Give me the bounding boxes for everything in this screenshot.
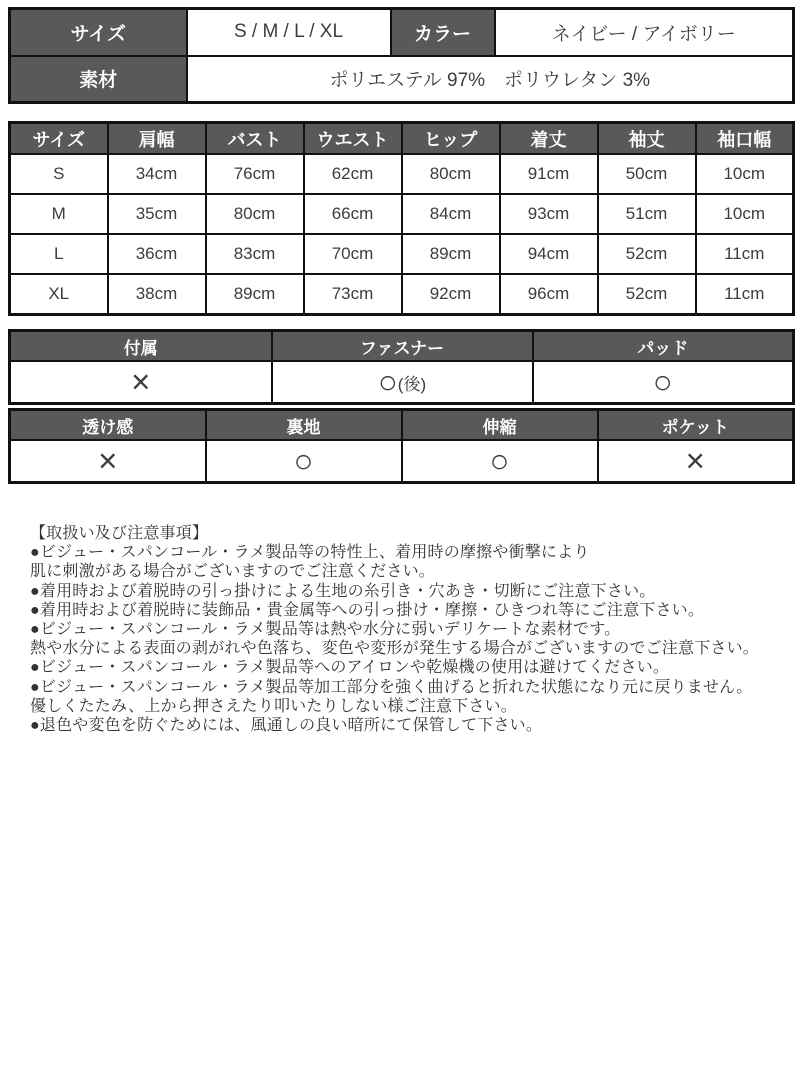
circle-symbol: ○	[489, 442, 510, 479]
note-line: ●ビジュー・スパンコール・ラメ製品等は熱や水分に弱いデリケートな素材です。	[30, 621, 621, 639]
info-table	[8, 7, 795, 104]
pocket-value	[598, 440, 794, 483]
features-table-2	[8, 408, 795, 484]
size-value: S / M / L / XL	[187, 9, 391, 56]
measurement-cell: 96cm	[500, 274, 598, 315]
features2-value-row	[10, 440, 794, 483]
measurement-cell: 11cm	[696, 234, 794, 274]
measurement-cell: 92cm	[402, 274, 500, 315]
size-name: XL	[10, 274, 108, 315]
color-value: ネイビー / アイボリー	[495, 9, 794, 56]
note-line: ●ビジュー・スパンコール・ラメ製品等の特性上、着用時の摩擦や衝撃により	[30, 544, 590, 562]
pocket-label: ポケット	[598, 410, 794, 441]
lining-value	[206, 440, 402, 483]
measurement-cell: 70cm	[304, 234, 402, 274]
fastener-label: ファスナー	[272, 331, 533, 362]
column-header: 袖口幅	[696, 123, 794, 155]
column-header: 肩幅	[108, 123, 206, 155]
column-header: バスト	[206, 123, 304, 155]
measurement-cell: 10cm	[696, 194, 794, 234]
column-header: ヒップ	[402, 123, 500, 155]
measurement-cell: 36cm	[108, 234, 206, 274]
note-line: ●ビジュー・スパンコール・ラメ製品等加工部分を強く曲げると折れた状態になり元に戻りません。	[30, 678, 753, 696]
measurement-cell: 94cm	[500, 234, 598, 274]
measurement-cell: 80cm	[402, 154, 500, 194]
sheerness-label: 透け感	[10, 410, 206, 441]
measurement-cell: 52cm	[598, 274, 696, 315]
measurement-cell: 84cm	[402, 194, 500, 234]
cross-symbol: ×	[98, 442, 118, 479]
measurement-cell: 11cm	[696, 274, 794, 315]
note-line: 熱や水分による表面の剥がれや色落ち、変色や変形が発生する場合がございますのでご注意下さい。	[30, 640, 760, 658]
note-line: ●着用時および着脱時に装飾品・貴金属等への引っ掛け・摩擦・ひきつれ等にご注意下さい。	[30, 601, 705, 619]
measurement-cell: 66cm	[304, 194, 402, 234]
measurement-cell: 83cm	[206, 234, 304, 274]
measurement-cell: 10cm	[696, 154, 794, 194]
size-chart-row-m	[10, 194, 794, 234]
features1-value-row	[10, 361, 794, 404]
note-line: ●退色や変色を防ぐためには、風通しの良い暗所にて保管して下さい。	[30, 717, 543, 735]
circle-symbol: ○	[377, 363, 398, 400]
cross-symbol: ×	[685, 442, 705, 479]
size-name: L	[10, 234, 108, 274]
measurement-cell: 34cm	[108, 154, 206, 194]
stretch-label: 伸縮	[402, 410, 598, 441]
measurement-cell: 62cm	[304, 154, 402, 194]
measurement-cell: 51cm	[598, 194, 696, 234]
note-line: ●ビジュー・スパンコール・ラメ製品等へのアイロンや乾燥機の使用は避けてください。	[30, 659, 670, 677]
size-chart-row-s	[10, 154, 794, 194]
size-label: サイズ	[10, 9, 187, 56]
measurement-cell: 76cm	[206, 154, 304, 194]
accessories-value	[10, 361, 272, 404]
note-line: 優しくたたみ、上から押さえたり叩いたりしない様ご注意下さい。	[30, 697, 517, 715]
fastener-value	[272, 361, 533, 404]
column-header: サイズ	[10, 123, 108, 155]
measurement-cell: 52cm	[598, 234, 696, 274]
circle-symbol: ○	[652, 363, 673, 400]
care-notes	[8, 524, 792, 735]
accessories-label: 付属	[10, 331, 272, 362]
measurement-cell: 73cm	[304, 274, 402, 315]
pad-value	[533, 361, 794, 404]
note-line: 肌に刺激がある場合がございますのでご注意ください。	[30, 563, 436, 581]
lining-label: 裏地	[206, 410, 402, 441]
features-table-1	[8, 329, 795, 405]
size-chart-header-row	[10, 123, 794, 155]
size-name: S	[10, 154, 108, 194]
measurement-cell: 35cm	[108, 194, 206, 234]
sheerness-value	[10, 440, 206, 483]
note-line: ●着用時および着脱時の引っ掛けによる生地の糸引き・穴あき・切断にご注意下さい。	[30, 582, 656, 600]
circle-symbol: ○	[293, 442, 314, 479]
measurement-cell: 80cm	[206, 194, 304, 234]
size-name: M	[10, 194, 108, 234]
measurement-cell: 91cm	[500, 154, 598, 194]
measurement-cell: 38cm	[108, 274, 206, 315]
info-row-size-color	[10, 9, 794, 56]
cross-symbol: ×	[131, 363, 151, 400]
features1-header-row	[10, 331, 794, 362]
column-header: 袖丈	[598, 123, 696, 155]
column-header: ウエスト	[304, 123, 402, 155]
material-label: 素材	[10, 56, 187, 103]
info-row-material	[10, 56, 794, 103]
fastener-position-note: (後)	[397, 374, 427, 394]
stretch-value	[402, 440, 598, 483]
size-chart-table	[8, 121, 795, 316]
material-value: ポリエステル 97% ポリウレタン 3%	[187, 56, 794, 103]
measurement-cell: 89cm	[206, 274, 304, 315]
column-header: 着丈	[500, 123, 598, 155]
size-chart-row-l	[10, 234, 794, 274]
notes-title: 【取扱い及び注意事項】	[30, 525, 209, 542]
size-chart-row-xl	[10, 274, 794, 315]
pad-label: パッド	[533, 331, 794, 362]
color-label: カラー	[391, 9, 495, 56]
measurement-cell: 89cm	[402, 234, 500, 274]
measurement-cell: 50cm	[598, 154, 696, 194]
measurement-cell: 93cm	[500, 194, 598, 234]
features2-header-row	[10, 410, 794, 441]
